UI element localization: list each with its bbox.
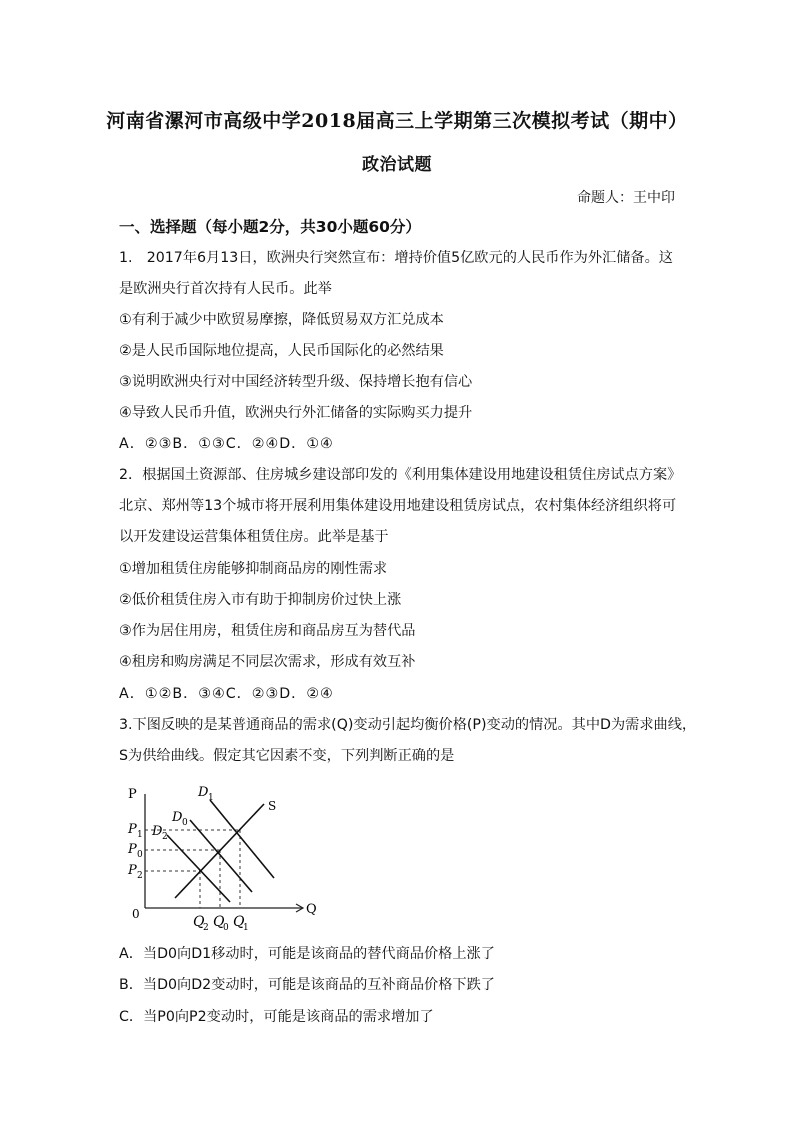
label-d1: D <box>198 785 209 800</box>
demand-curve-d0 <box>190 820 252 892</box>
label-d0: D <box>172 810 183 825</box>
q2-stem-line2: 北京、郑州等13个城市将开展利用集体建设用地建设租赁房试点，农村集体经济组织将可 <box>119 498 677 514</box>
q1-stem-line2: 是欧洲央行首次持有人民币。此举 <box>119 281 332 297</box>
label-p1: P <box>128 822 137 837</box>
label-q2: Q <box>193 914 205 930</box>
author-line: 命题人：王中印 <box>577 190 675 206</box>
label-q0-sub: 0 <box>223 923 229 933</box>
q3-option-c: C．当P0向P2变动时，可能是该商品的需求增加了 <box>119 1009 434 1025</box>
exam-subtitle: 政治试题 <box>362 155 432 175</box>
label-q1-sub: 1 <box>243 923 249 933</box>
q3-stem-line2: S为供给曲线。假定其它因素不变，下列判断正确的是 <box>119 748 455 764</box>
q3-option-b: B．当D0向D2变动时，可能是该商品的互补商品价格下跌了 <box>119 977 495 993</box>
demand-curve-d1 <box>210 799 277 878</box>
q2-statement-1: ①增加租赁住房能够抑制商品房的刚性需求 <box>119 561 388 577</box>
axis-label-q: Q <box>306 902 317 917</box>
label-d2: D <box>152 824 163 839</box>
axis-label-p: P <box>128 787 137 802</box>
exam-title: 河南省漯河市高级中学2018届高三上学期第三次模拟考试（期中） <box>106 110 688 132</box>
q2-statement-4: ④租房和购房满足不同层次需求，形成有效互补 <box>119 654 416 670</box>
q2-statement-3: ③作为居住用房，租赁住房和商品房互为替代品 <box>119 623 416 639</box>
q1-stem-line1: 1. 2017年6月13日，欧洲央行突然宣布：增持价值5亿欧元的人民币作为外汇储备。这 <box>119 250 673 266</box>
demand-curve-d2 <box>167 835 230 902</box>
label-d1-sub: 1 <box>208 793 214 803</box>
q2-statement-2: ②低价租赁住房入市有助于抑制房价过快上涨 <box>119 592 402 608</box>
label-s: S <box>268 799 277 813</box>
origin-label: 0 <box>132 907 140 921</box>
q3-stem-line1: 3.下图反映的是某普通商品的需求(Q)变动引起均衡价格(P)变动的情况。其中D为需求曲线， <box>119 717 697 733</box>
q2-stem-line3: 以开发建设运营集体租赁住房。此举是基于 <box>119 529 389 545</box>
q1-statement-3: ③说明欧洲央行对中国经济转型升级、保持增长抱有信心 <box>119 374 473 390</box>
label-q2-sub: 2 <box>203 923 209 933</box>
label-p2-sub: 2 <box>137 871 143 881</box>
label-p1-sub: 1 <box>137 830 143 840</box>
supply-curve-s <box>175 804 264 898</box>
q1-statement-4: ④导致人民币升值，欧洲央行外汇储备的实际购买力提升 <box>119 405 473 421</box>
q3-option-a: A．当D0向D1移动时，可能是该商品的替代商品价格上涨了 <box>119 946 495 962</box>
label-p0-sub: 0 <box>137 850 143 860</box>
supply-demand-figure <box>112 780 327 940</box>
q1-statement-2: ②是人民币国际地位提高，人民币国际化的必然结果 <box>119 343 444 359</box>
label-p2: P <box>128 863 137 878</box>
label-q0: Q <box>213 914 225 930</box>
q2-options: A．①②B．③④C．②③D．②④ <box>119 686 334 702</box>
q1-statement-1: ①有利于减少中欧贸易摩擦，降低贸易双方汇兑成本 <box>119 312 444 328</box>
label-p0: P <box>128 842 137 857</box>
q1-options: A．②③B．①③C．②④D．①④ <box>119 436 334 452</box>
label-d2-sub: 2 <box>162 832 168 842</box>
section-title: 一、选择题（每小题2分，共30小题60分） <box>119 218 421 236</box>
label-d0-sub: 0 <box>182 818 188 828</box>
q2-stem-line1: 2．根据国土资源部、住房城乡建设部印发的《利用集体建设用地建设租赁住房试点方案》 <box>119 467 682 483</box>
label-q1: Q <box>233 914 245 930</box>
